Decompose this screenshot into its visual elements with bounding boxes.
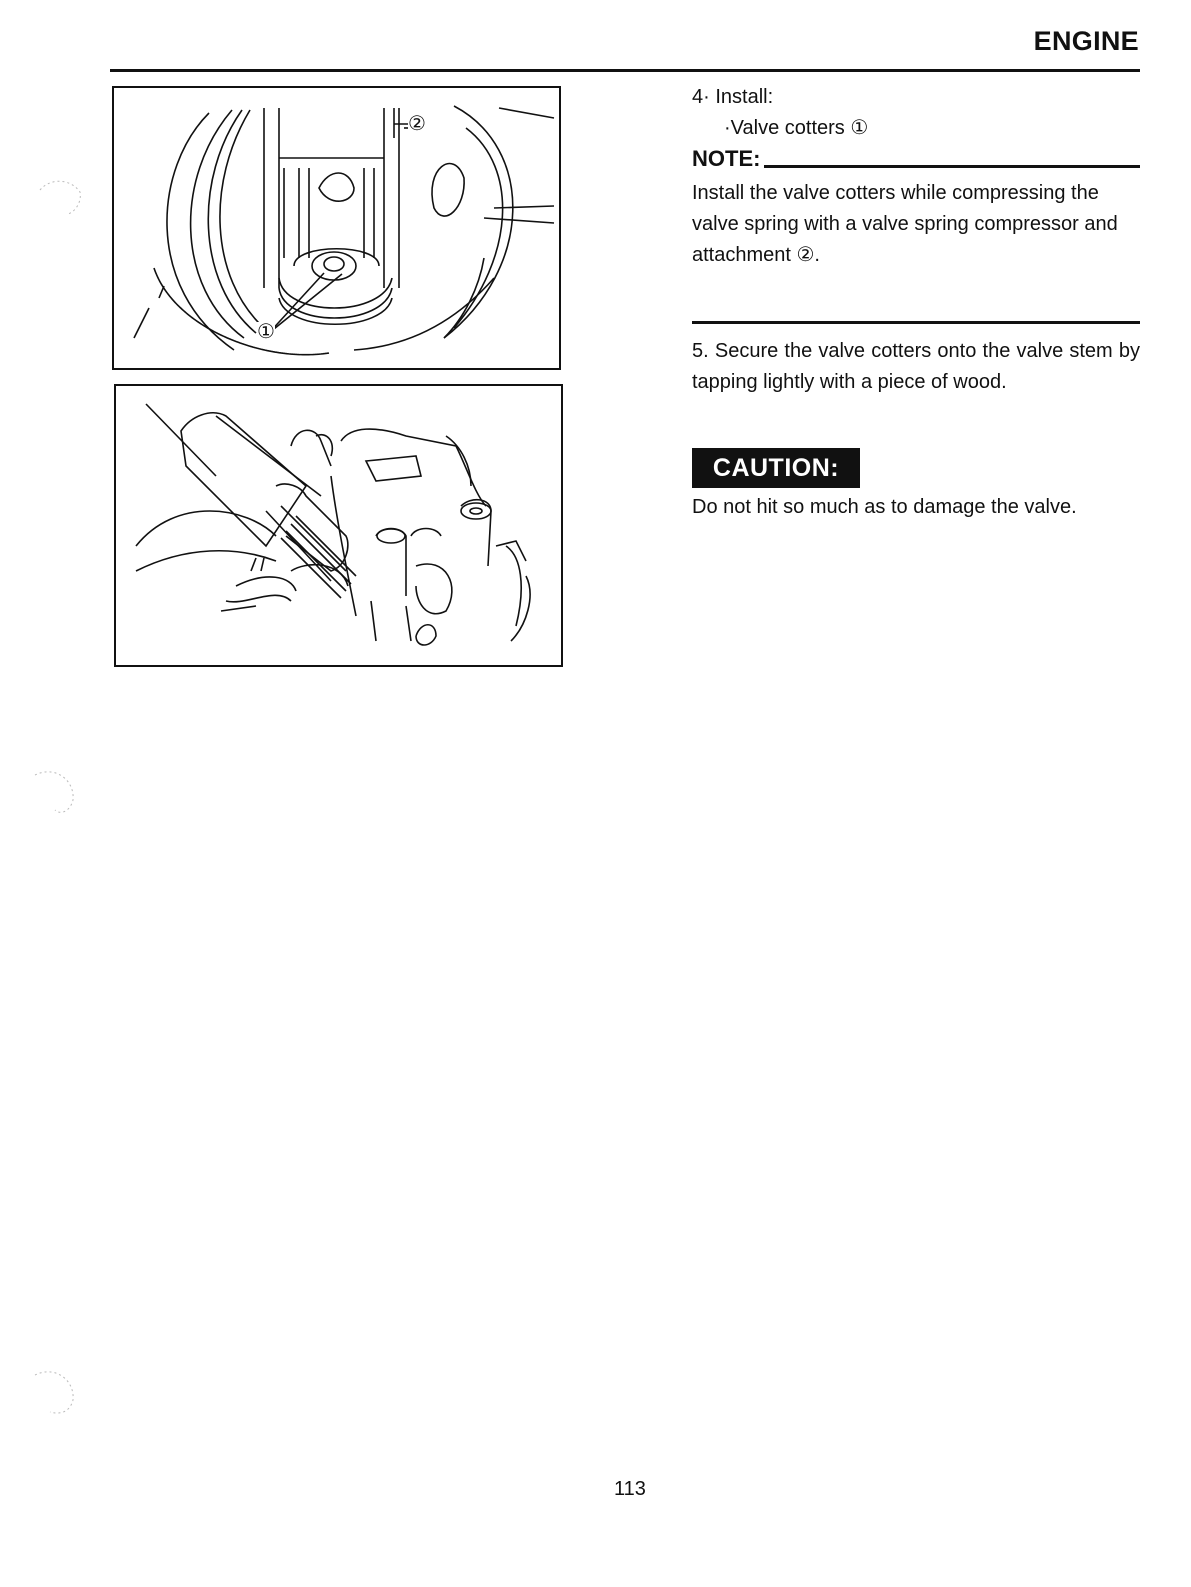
callout-2: ② <box>408 113 426 135</box>
tapping-illustration <box>116 386 561 665</box>
figure-tapping-valve-stem <box>114 384 563 667</box>
scan-speck <box>25 760 85 820</box>
note-heading <box>692 146 1140 172</box>
note-rule <box>764 165 1140 168</box>
caution-label: CAUTION: <box>692 448 860 488</box>
note-end-rule <box>692 321 1140 324</box>
note-label: NOTE: <box>692 146 761 171</box>
valve-cotters-illustration <box>114 88 559 368</box>
scan-speck <box>30 170 90 220</box>
callout-1: ① <box>257 321 275 343</box>
section-title: ENGINE <box>1033 26 1139 56</box>
step-4-label: 4· Install: <box>692 86 774 108</box>
step-4 <box>692 82 1140 144</box>
scan-speck <box>25 1360 85 1420</box>
step-5: 5. Secure the valve cotters onto the valve stem by tapping lightly with a piece of wood. <box>692 340 1140 393</box>
caution-body: Do not hit so much as to damage the valve. <box>692 496 1077 518</box>
figure-valve-cotters <box>112 86 561 370</box>
note-body: Install the valve cotters while compressing the valve spring with a valve spring compressor and attachment ②. <box>692 182 1118 266</box>
step-4-item: ·Valve cotters ① <box>724 117 869 139</box>
page-number: 113 <box>614 1478 646 1500</box>
header-rule <box>110 69 1140 72</box>
